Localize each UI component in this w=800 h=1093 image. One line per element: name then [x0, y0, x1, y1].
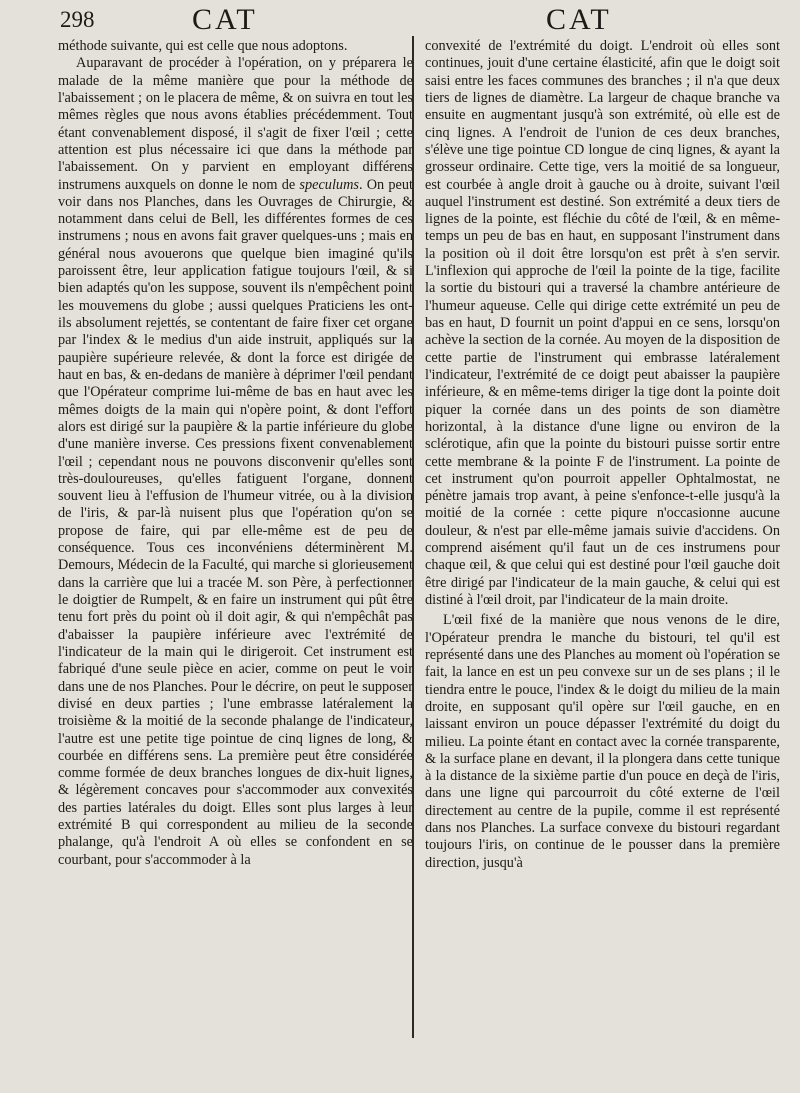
running-head-right: CAT: [546, 3, 612, 36]
right-paragraph: L'œil fixé de la manière que nous venons de le dire, l'Opérateur prendra le manche du bistouri, tel qu'il est représenté dans une des Planches au moment où l'opération se fait, la lance en est un peu convexe sur un de ses plans ; il le tiendra entre le pouce, l'index & le doigt du milieu de la main droite, en supposant qu'il opère sur l'œil gauche, en en laissant environ un pouce dépasser l'extrémité du doigt du milieu. La pointe étant en contact avec la cornée transparente, & la surface plane en devant, il la plongera dans cette tunique à la distance de la sixième partie d'un pouce en deçà de l'iris, dans une ligne qui parcourroit du côté externe de l'œil directement au centre de la pupile, comme il est représenté dans nos Planches. La surface convexe du bistouri regardant toujours l'iris, on continue de le pousser dans la première direction, jusqu'à: [425, 612, 780, 871]
running-head-left: CAT: [192, 3, 258, 36]
italic-term: speculums: [299, 176, 359, 193]
left-column: [58, 38, 413, 869]
left-paragraph-text-b: . On peut voir dans nos Planches, dans les Ouvrages de Chirurgie, & notamment dans celui de Bell, les différentes formes de ces instrumens ; nous en avons fait graver quelques-uns ; mais en général nous avouerons que quelque bien imaginé qu'ils paroissent être, leur application fatigue toujours l'œil, & si bien adaptés qu'on les suppose, souvent ils n'empêchent point les mouvemens du globe ; aussi quelques Praticiens les ont-ils absolument rejettés, se contentant de faire fixer cet organe par l'index & le medius d'un aide instruit, appliqués sur la paupière supérieure relevée, & dont la force est dirigée de haut en bas, & en-dedans de manière à déprimer l'œil pendant que l'Opérateur comprime lui-même de bas en haut avec les mêmes doigts de la main qui n'opère point, & dont l'effort alors est dirigé sur la paupière & la partie inférieure du globe d'une manière inverse. Ces pressions fixent convenablement l'œil ; cependant nous ne pouvons disconvenir qu'elles sont très-douloureuses, qu'elles fatiguent l'organe, donnent souvent lieu à l'effusion de l'humeur vitrée, ou à la division de l'iris, & par-là nuisent plus que l'opération qu'on se propose de faire, qui par elle-même est de peu de conséquence. Tous ces inconvéniens déterminèrent M. Demours, Médecin de la Faculté, qui marche si glorieusement dans la carrière que lui a tracée M. son Père, à perfectionner le doigtier de Rumpelt, & en faire un instrument qui pût être tenu fort près du point où il doit agir, & qui n'empêchât pas d'abaisser la paupière inférieure avec l'extrémité de l'indicateur de la main qui le dirigeroit. Cet instrument est fabriqué d'une seule pièce en acier, comme on peut le voir dans une de nos Planches. Pour le décrire, on peut le supposer divisé en deux parties ; l'une embrasse latéralement la troisième & la moitié de la seconde phalange de l'indicateur, l'autre est une petite tige pointue de cinq lignes de long, & courbée en différens sens. La première peut être considérée comme formée de deux branches longues de dix-huit lignes, & légèrement concaves pour s'accommoder aux convexités des parties latérales du doigt. Elles sont plus larges à leur extrémité B qui correspondent au milieu de la seconde phalange, qu'à l'endroit A où elles se confondent en se courbant, pour s'accommoder à la: [58, 176, 413, 868]
right-column: [425, 38, 780, 872]
page-number: 298: [60, 7, 95, 32]
right-paragraph-continued: convexité de l'extrémité du doigt. L'endroit où elles sont continues, jouit d'une certaine élasticité, afin que le doigt soit saisi entre les faces communes des branches ; il n'a que deux tiers de lignes de diamètre. La largeur de chaque branche va ensuite en augmentant jusqu'à son extrémité, où elle est de cinq lignes. A l'endroit de l'union de ces deux branches, s'élève une tige pointue CD longue de cinq lignes, & ayant la grosseur ordinaire. Cette tige, vers la moitié de sa longueur, est courbée à angle droit à gauche ou à droite, suivant l'œil auquel l'instrument est destiné. Son extrémité a deux tiers de lignes de la pointe, est fléchie du côté de l'œil, & en même-temps un peu de bas en haut, en supposant l'instrument dans la position où il doit être lorsqu'on est prêt à s'en servir. L'inflexion qui approche de l'œil la pointe de la tige, facilite la sortie du bistouri qui a traversé la chambre antérieure de l'humeur aqueuse. Celle qui dirige cette extrémité un peu de bas en haut, D fournit un point d'appui en ce sens, lorsqu'on achève la section de la cornée. Au moyen de la disposition de cette partie de l'instrument qui embrasse latéralement l'indicateur, l'extrémité de ce doigt peut abaisser la paupière inférieure, & en même-tems diriger la tige dont la pointe doit piquer la cornée dans un des points de son diamètre horizontal, à la distance d'une ligne ou environ de la sclérotique, afin que la pointe du bistouri puisse sortir entre cette membrane & la pointe F de l'instrument. La pointe de cet instrument qu'on pourroit appeller Ophtalmostat, ne pénètre jamais trop avant, à peine s'enfonce-t-elle jusqu'à la moitié de la cornée : cette piqure n'occasionne aucune douleur, & n'est par elle-même jamais suivie d'accidens. On comprend aisément qu'il faut un de ces instrumens pour chaque œil, & que celui qui est destiné pour l'œil gauche doit être dirigé par l'indicateur de la main gauche, & celui qui est distiné à l'œil droit, par l'indicateur de la main droite.: [425, 38, 780, 608]
left-paragraph-continued: méthode suivante, qui est celle que nous adoptons.: [58, 38, 348, 54]
left-paragraph-text-a: Auparavant de procéder à l'opération, on y préparera le malade de la même manière que pour la méthode de l'abaissement ; on le placera de même, & on suivra en tout les mêmes règles que nous avons établies précédemment. Tout étant convenablement disposé, il s'agit de fixer l'œil ; cette attention est plus nécessaire ici que dans la méthode par l'abaissement. On y parvient en employant différens instrumens auxquels on donne le nom de: [58, 55, 413, 193]
left-paragraph: [58, 55, 413, 869]
